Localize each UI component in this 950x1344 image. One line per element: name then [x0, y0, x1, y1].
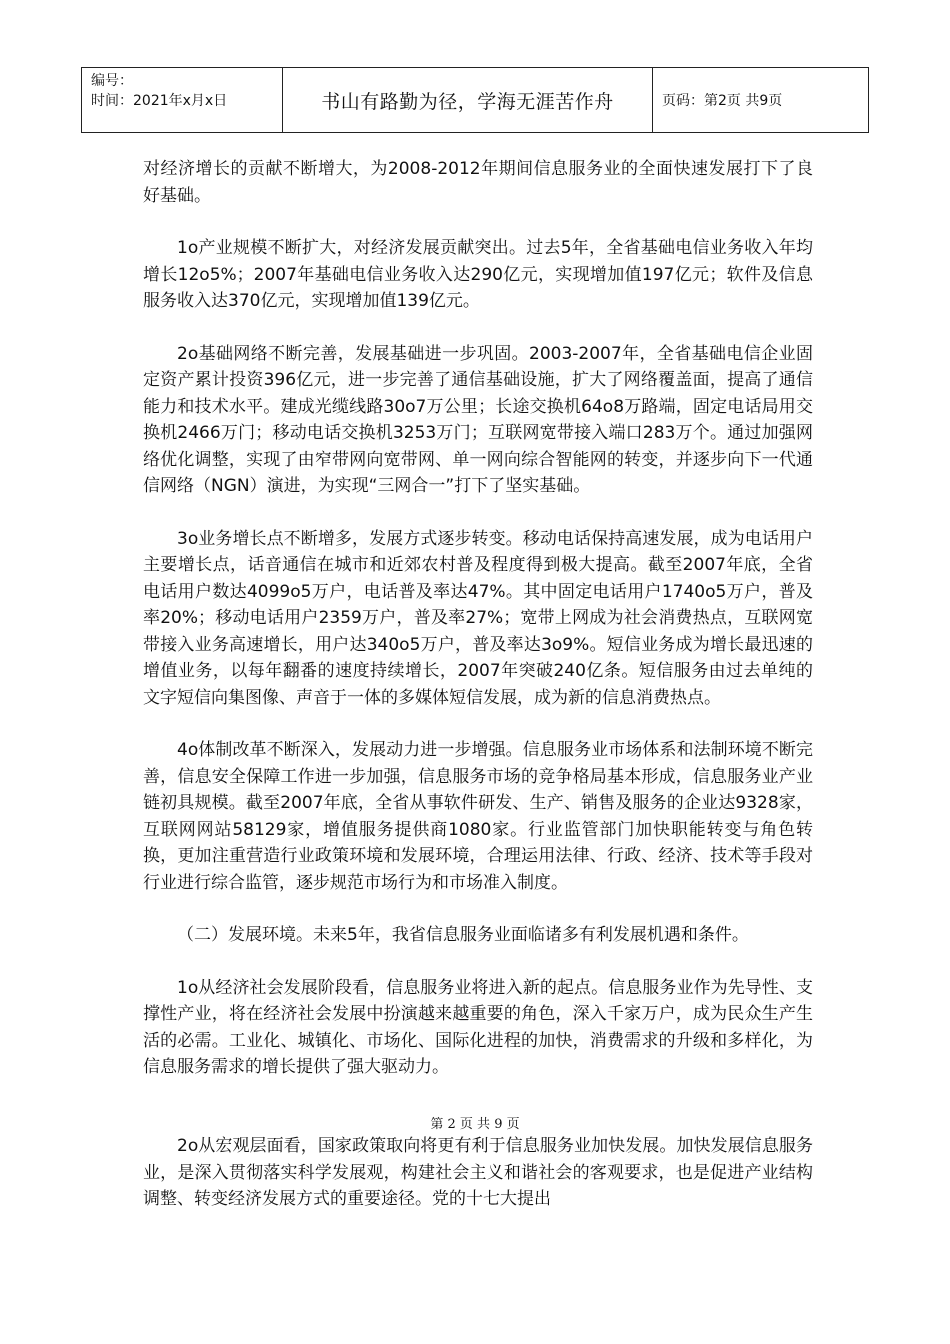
continuation-text [143, 1133, 813, 1239]
header-motto: 书山有路勤为径，学海无涯苦作舟 [283, 68, 653, 132]
date-label: 时间：2021年x月x日 [91, 93, 228, 109]
paragraph: 1o从经济社会发展阶段看，信息服务业将进入新的起点。信息服务业作为先导性、支撑性产业，将在经济社会发展中扮演越来越重要的角色，深入千家万户，成为民众生产生活的必需。工业化、城镇化、市场化、国际化进程的加快，消费需求的升级和多样化，为信息服务需求的增长提供了强大驱动力。 [143, 977, 813, 1077]
document-body [143, 156, 813, 1107]
document-header [81, 67, 869, 133]
paragraph: 2o从宏观层面看，国家政策取向将更有利于信息服务业加快发展。加快发展信息服务业，是深入贯彻落实科学发展观，构建社会主义和谐社会的客观要求，也是促进产业结构调整、转变经济发展方式的重要途径。党的十七大提出 [143, 1136, 813, 1209]
section-heading: （二）发展环境。未来5年，我省信息服务业面临诸多有利发展机遇和条件。 [177, 925, 749, 945]
paragraph: 2o基础网络不断完善，发展基础进一步巩固。2003-2007年，全省基础电信企业固定资产累计投资396亿元，进一步完善了通信基础设施，扩大了网络覆盖面，提高了通信能力和技术水平。建成光缆线路30o7万公里；长途交换机64o8万路端，固定电话局用交换机2466万门；移动电话交换机3253万门；互联网宽带接入端口283万个。通过加强网络优化调整，实现了由窄带网向宽带网、单一网向综合智能网的转变，并逐步向下一代通信网络（NGN）演进，为实现“三网合一”打下了坚实基础。 [143, 343, 813, 496]
paragraph: 4o体制改革不断深入，发展动力进一步增强。信息服务业市场体系和法制环境不断完善，信息安全保障工作进一步加强，信息服务市场的竞争格局基本形成，信息服务业产业链初具规模。截至2007年底，全省从事软件研发、生产、销售及服务的企业达9328家，互联网网站58129家，增值服务提供商1080家。行业监管部门加快职能转变与角色转换，更加注重营造行业政策环境和发展环境，合理运用法律、行政、经济、技术等手段对行业进行综合监管，逐步规范市场行为和市场准入制度。 [143, 740, 813, 893]
page-number-footer: 第 2 页 共 9 页 [430, 1117, 520, 1132]
paragraph: 对经济增长的贡献不断增大，为2008-2012年期间信息服务业的全面快速发展打下了良好基础。 [143, 159, 813, 206]
header-meta [82, 68, 283, 132]
paragraph: 3o业务增长点不断增多，发展方式逐步转变。移动电话保持高速发展，成为电话用户主要增长点，话音通信在城市和近郊农村普及程度得到极大提高。截至2007年底，全省电话用户数达4099o5万户，电话普及率达47%。其中固定电话用户1740o5万户，普及率20%；移动电话用户2359万户，普及率27%；宽带上网成为社会消费热点，互联网宽带接入业务高速增长，用户达340o5万户，普及率达3o9%。短信业务成为增长最迅速的增值业务，以每年翻番的速度持续增长，2007年突破240亿条。短信服务由过去单纯的文字短信向集图像、声音于一体的多媒体短信发展，成为新的信息消费热点。 [143, 528, 813, 708]
serial-label: 编号： [91, 73, 133, 89]
paragraph: 1o产业规模不断扩大，对经济发展贡献突出。过去5年，全省基础电信业务收入年均增长12o5%；2007年基础电信业务收入达290亿元，实现增加值197亿元；软件及信息服务收入达370亿元，实现增加值139亿元。 [143, 238, 813, 311]
header-page-info: 页码：第2页 共9页 [662, 93, 783, 109]
